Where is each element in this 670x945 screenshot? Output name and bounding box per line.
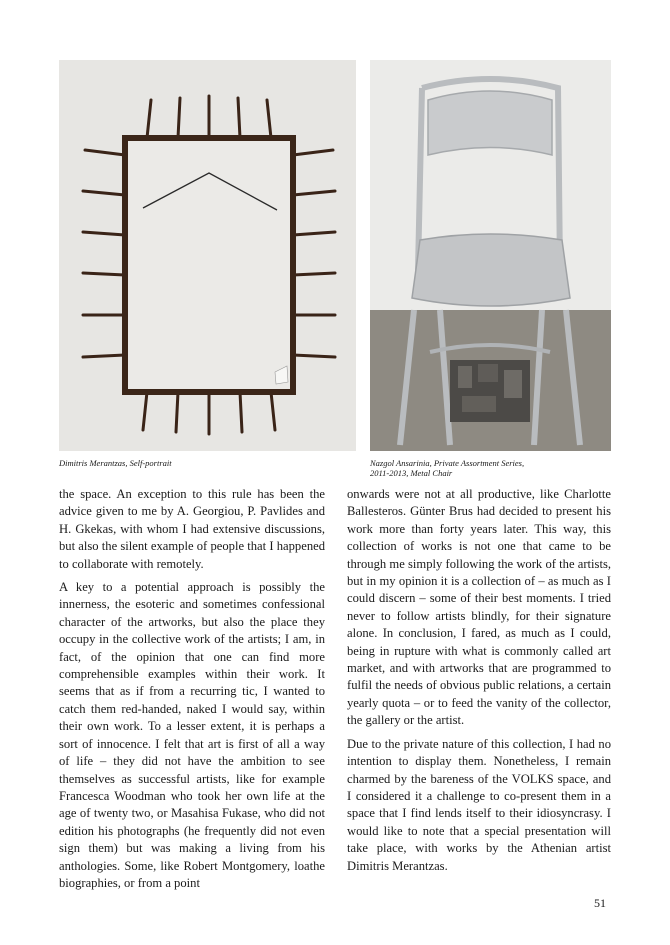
- paragraph: Due to the private nature of this collection, I had no intention to display them. Nonetheless, I remain charmed by the bareness of the VOLKS space, and I considered it a challenge to co-present them in a space that I find lends itself to their idiosyncrasy. I would like to note that a special presentation will take place, with works by the Athenian artist Dimitris Merantzas.: [347, 736, 611, 873]
- caption-right-line1: Nazgol Ansarinia, Private Assortment Series,: [370, 458, 525, 468]
- metal-chair-artwork: [370, 60, 611, 451]
- text-column-right: [347, 486, 611, 881]
- caption-left-text: Dimitris Merantzas, Self-portrait: [59, 458, 172, 468]
- paragraph: the space. An exception to this rule has been the advice given to me by A. Georgiou, P. Pavlides and H. Gkekas, with whom I had extensive discussions, but also the silent example of people that I happened to collaborate with remotely.: [59, 487, 325, 571]
- artwork-photo-self-portrait: [59, 60, 356, 451]
- paragraph: A key to a potential approach is possibly the innerness, the esoteric and sometimes confessional character of the artworks, but also the place they occupy in the collective work of the artists; I am, in fact, of the opinion that one can find more comprehensible examples within their work. It seems that as if from a recurring tic, I wanted to catch them red-handed, naked I would say, within their own work. To a lesser extent, it is perhaps a sort of innocence. I felt that art is first of all a way of life – they did not have the ambition to see themselves as successful artists, like for example Francesca Woodman who took her own life at the age of twenty two, or Masahisa Fukase, who did not edition his photographs (he frequently did not even sign them) but was making a living from his anthologies. Some, like Robert Montgomery, loathe biographies, or from a point: [59, 580, 325, 890]
- caption-left: [59, 458, 349, 468]
- caption-right: [370, 458, 611, 478]
- text-column-left: [59, 486, 325, 898]
- spiked-frame-artwork: [59, 60, 356, 451]
- caption-right-line2: 2011-2013, Metal Chair: [370, 468, 453, 478]
- paragraph: onwards were not at all productive, like Charlotte Ballesteros. Günter Brus had decided to present his work more than forty years later. This way, this collection of works is not one that came to be through me simply following the work of the artists, but in my opinion it is a collection of – as much as I could discern – some of their best moments. I tried never to follow artists blindly, for their signature alone. In conclusion, I fared, as much as I could, being in rupture with what is commonly called art market, and with artworks that are programmed to fulfil the needs of obvious public relations, a certain yearly quota – or to feed the vanity of the collector, the gallery or the artist.: [347, 487, 611, 728]
- page-number: 51: [594, 896, 606, 910]
- artwork-photo-metal-chair: [370, 60, 611, 451]
